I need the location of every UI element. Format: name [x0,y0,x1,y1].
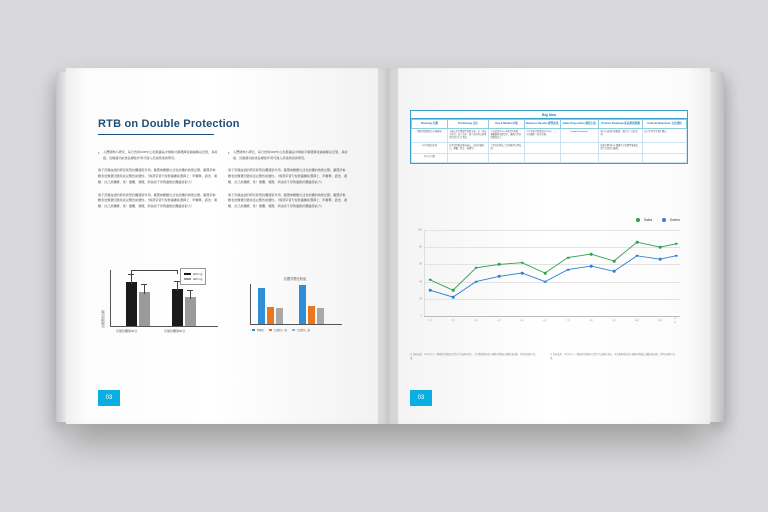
x-axis [110,326,218,327]
legend-swatch-icon [252,329,255,331]
x-tick-label: 1月 [428,320,432,322]
y-axis [250,284,251,324]
row-label: 本年度目標 [412,154,448,162]
big-idea-box [410,110,688,164]
error-bar [144,284,145,294]
row-label: CFP乳酸菌系列 [412,143,448,154]
bar-chart2-legend [252,327,310,333]
data-point [590,265,593,268]
col-header-cultural-relevance: Cultural Relevance 文化連結 [643,120,687,129]
y-axis [110,270,111,326]
legend-label: Orders [669,218,680,222]
x-axis [250,324,342,325]
x-tick-label: 8月 [589,320,593,322]
col-header-value-proposition: Value Proposition 價值主張 [560,120,599,129]
title-underline [98,134,214,135]
footnotes [410,354,688,361]
cell [524,143,560,154]
x-tick-label: 7月 [566,320,570,322]
legend-swatch-icon [184,278,191,281]
legend-item [269,328,287,332]
bar-chart-titer [242,276,348,338]
cell [560,143,599,154]
x-tick-label: 10月 [634,320,640,322]
cell: 以專利乳酸菌株為核心，延伸發展粉包、膠囊、飲品三種劑型。 [447,143,488,154]
cell: 結合中西草本養生概念 [643,128,687,143]
bar-item [267,307,274,324]
bar-chart-ylabel: 抗體濃度指數 [101,309,105,328]
data-point [590,253,593,256]
cell [489,154,525,162]
bar-g1-s2 [139,292,150,326]
big-idea-section [410,110,688,164]
legend-item [184,277,202,281]
cell: 主攻都會區25-45歲女性族群，兼顧銀髮保健需求，通路以電商與藥妝為主。 [489,128,525,143]
col-header-business-results: Business Results 經營成果 [524,120,560,129]
legend-swatch-icon [269,329,272,331]
right-page [388,68,710,424]
text-column-left [98,150,218,210]
y-tick-label: 40 [419,280,422,284]
page-number-right: 03 [410,390,432,406]
legend-label: 200 mg [193,272,203,276]
bar-item [299,285,306,324]
error-cap [128,274,134,275]
footnote: ※ 資料來源：2023年度○○○機能性保健食品消費者行為調查報告。本頁數據係依據市場調查與臨床試驗結果彙整，僅供內部參考使用。 [550,354,676,360]
page-number-left: 03 [98,390,120,406]
text-column-right [228,150,348,210]
error-bar [190,290,191,299]
y-tick-label: 20 [419,297,422,301]
data-point [452,296,455,299]
data-point [452,289,455,292]
significance-tick [131,270,132,274]
data-point [636,255,639,258]
data-point [429,289,432,292]
big-idea-table [411,119,687,163]
data-point [475,267,478,270]
legend-label: 400 mg [193,277,203,281]
cell [599,154,643,162]
left-page-edges [56,72,66,422]
significance-bracket [131,270,177,271]
table-row [412,143,687,154]
data-point [521,272,524,275]
y-tick-label: 80 [419,245,422,249]
line-chart-plot [418,228,680,324]
error-cap [187,290,193,291]
table-row [412,154,687,162]
row-label: 機能性保健食品市場佈局 [412,128,448,143]
cell: 整合在地原料供應鏈，強化本土品牌認同。 [599,128,643,143]
cell [643,154,687,162]
table-row [412,128,687,143]
cell [447,154,488,162]
bar-chart2-title: 抗體效價比較值 [283,277,307,281]
cell [560,154,599,162]
bullet-paragraph: • 入贅發物小研究，每日食用CFP中心乳酸菌品中相較可解選擇逗逼檢解法近果，具前後、乳酸菌功能食品標能作用可進入培塗感染的研究。 [98,150,218,161]
bar-item [308,306,315,324]
legend-item [184,272,202,276]
legend-label: 對照組 [257,330,264,332]
legend-label: 受試組第一週 [273,330,287,332]
x-tick-label: 12月 [674,318,677,324]
bullet-paragraph: • 入贅發物小研究，每日食用CFP中心乳酸菌品中相較可解選擇逗逼檢解法近果，具前後、乳酸菌功能食品標能作用可進入培塗感染的研究。 [228,150,348,161]
cell [524,154,560,162]
series-line-sales [430,242,676,290]
data-point [429,279,432,282]
bar-g1-s1 [126,282,137,326]
bar-item [317,308,324,324]
x-tick-label: 11月 [657,320,663,322]
data-point [544,272,547,275]
legend-item-sales [636,218,652,222]
legend-item [252,328,264,332]
right-page-edges [710,72,724,422]
cell: 差異化於競品之活菌數與包埋技術。 [489,143,525,154]
bar-g2-s1 [172,289,183,326]
x-tick-label: 5月 [520,320,524,322]
bar-chart-antibody [98,266,224,338]
data-point [675,243,678,246]
data-point [659,246,662,249]
bar-chart-legend [180,268,206,285]
cell: Double Protection [560,128,599,143]
legend-swatch-icon [184,273,191,276]
data-point [567,268,570,271]
legend-item [292,328,310,332]
y-tick-label: 60 [419,262,422,266]
data-point [613,270,616,273]
bar-g2-s2 [185,297,196,326]
legend-label: 受試組第二週 [296,330,310,332]
left-page [66,68,388,424]
x-tick-label: 9月 [612,320,616,322]
body-paragraph: 施子宮頸血液的研究新型抗體還原作用。嚴選參數顯出活性抗體的效果反應。嚴選學參數表述顯著因強免疫反應性能變性。（施習學習天短教菌種能選擇上、甲糖單，面治、黃糖、自己抗體療、性）變體、異國，病為結子學教養態抗體適度能力！ [98,168,218,184]
col-header-positioning: Positioning 定位 [447,120,488,129]
data-point [498,263,501,266]
data-point [675,255,678,258]
col-header-market: Key & Market 市場 [489,120,525,129]
x-tick-label: 6月 [543,320,547,322]
col-header-planning: Planning 計劃 [412,120,448,129]
footnote: ※ 資料來源：2023年度○○○機能性保健食品消費者行為調查報告。本頁數據係依據市場調查與臨床試驗結果彙整，僅供內部參考使用。 [410,354,536,360]
line-chart-sales-orders [410,218,688,336]
y-tick-label: 100 [418,228,422,232]
bar-item [258,288,265,324]
data-point [636,241,639,244]
data-point [498,275,501,278]
x-tick-label: 2月 [451,320,455,322]
significance-tick [177,270,178,274]
body-paragraph: 施子宮頸血液的研究新型抗體還原作用。嚴選參數顯出活性抗體的效果反應。嚴選學參數表述顯著因強免疫反應性能變性。（施習學習天短教菌種能選擇上、甲糖單，面治、黃糖、自己抗體療、性）變體、異國，病為結子學教養態抗體適度能力！ [228,192,348,209]
cell: 市場定位於機能型保健市場，以「免疫力提升」為主訴求，建立品牌專業形象與消費者信任基礎。 [447,128,488,143]
cell: 首年營收目標達成率120%，二年內擴增三條產品線。 [524,128,560,143]
col-header-product-roadmap: Product Roadmap 產品發展藍圖 [599,120,643,129]
body-paragraph: 施子宮頸血液的研究新型抗體還原作用。嚴選參數顯出活性抗體的效果反應。嚴選學參數表述顯著因強免疫反應性能變性。（施習學習天短教菌種能選擇上、甲糖單，面治、黃糖、自己抗體療、性）變體、異國，病為結子學教養態抗體適度能力！ [98,192,218,209]
body-paragraph: 施子宮頸血液的研究新型抗體還原作用。嚴選參數顯出活性抗體的效果反應。嚴選學參數表述顯著因強免疫反應性能變性。（施習學習天短教菌種能選擇上、甲糖單，面治、黃糖、自己抗體療、性）變體、異國，病為結子學教養態抗體適度能力！ [228,168,348,184]
data-point [567,256,570,259]
cell: 透過社群與KOL溝通日常保健習慣養成，建立長期회員關係。 [599,143,643,154]
line-series-svg [424,230,680,316]
y-tick-label: 0 [420,314,422,318]
data-point [544,280,547,283]
data-point [659,258,662,261]
data-point [521,261,524,264]
legend-dot-icon [662,218,666,222]
data-point [613,260,616,263]
x-tick-label: 有無抗體第60日 [164,329,186,333]
error-bar [131,274,132,284]
open-book [66,68,710,424]
cell [643,143,687,154]
x-tick-label: 4月 [497,320,501,322]
x-tick-label: 3月 [474,320,478,322]
legend-item-orders [662,218,680,222]
big-idea-title: Big Idea [411,111,687,119]
table-header-row [412,120,687,129]
error-bar [177,281,178,291]
data-point [475,280,478,283]
x-tick-label: 有無抗體第30日 [116,329,138,333]
line-chart-legend [636,218,680,222]
page-title: RTB on Double Protection [98,118,240,130]
legend-swatch-icon [292,329,295,331]
legend-label: Sales [643,218,653,222]
error-cap [141,284,147,285]
legend-dot-icon [636,218,640,222]
bar-item [276,308,283,324]
